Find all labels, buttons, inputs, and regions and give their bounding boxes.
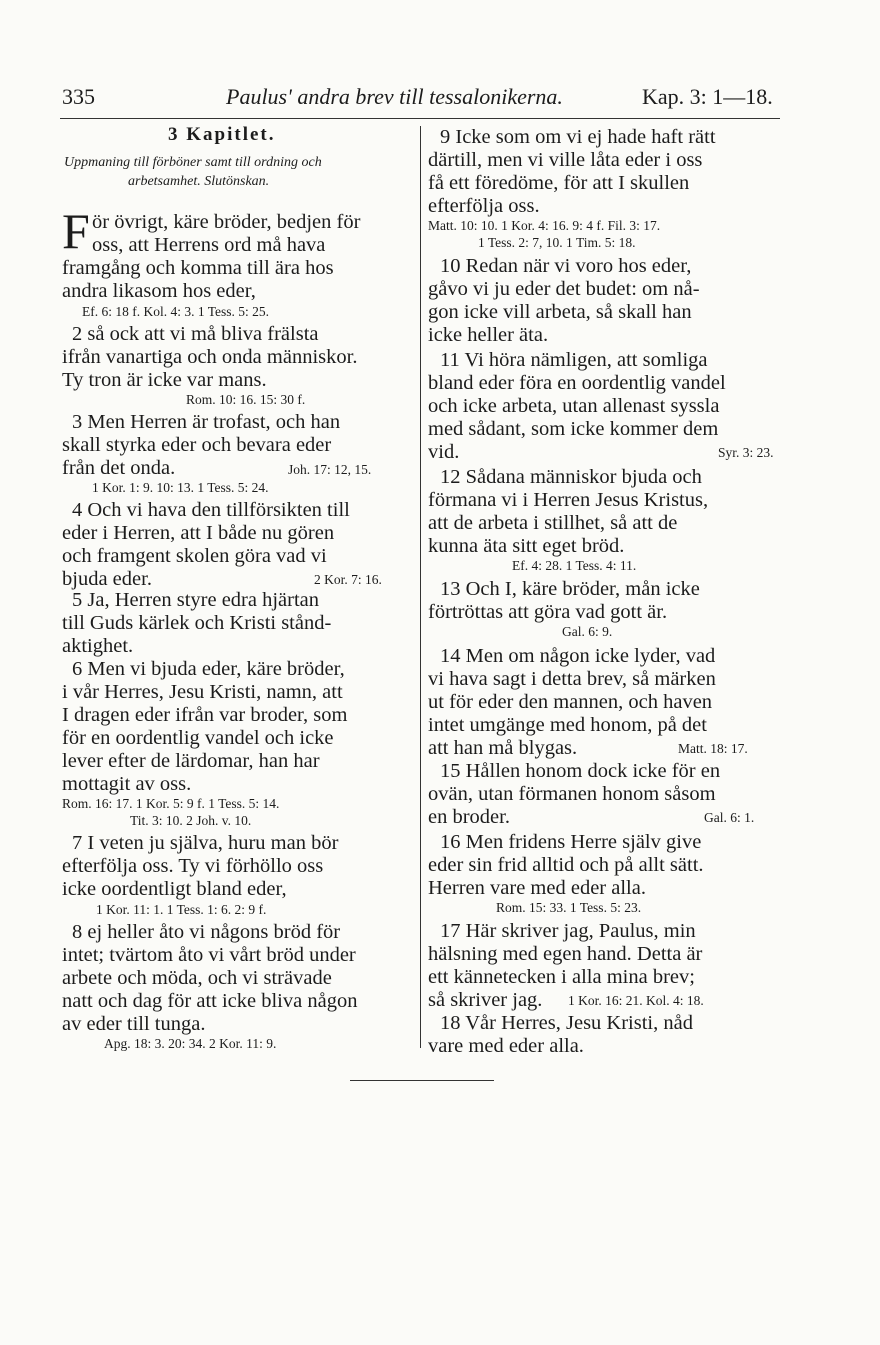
- text-line: eder i Herren, att I både nu gören: [62, 522, 335, 544]
- text-line: ett kännetecken i alla mina brev;: [428, 966, 695, 988]
- text-line: ovän, utan förmanen honom såsom: [428, 783, 716, 805]
- text-line: så skriver jag.: [428, 989, 543, 1011]
- text-line: till Guds kärlek och Kristi stånd-: [62, 612, 332, 634]
- text-line: Herren vare med eder alla.: [428, 877, 646, 899]
- cross-reference: Apg. 18: 3. 20: 34. 2 Kor. 11: 9.: [104, 1036, 277, 1051]
- cross-reference: 1 Kor. 11: 1. 1 Tess. 1: 6. 2: 9 f.: [96, 902, 267, 917]
- text-line: mottagit av oss.: [62, 773, 192, 795]
- text-line: I dragen eder ifrån var broder, som: [62, 704, 348, 726]
- text-line: att de arbeta i stillhet, så att de: [428, 512, 678, 534]
- text-line: icke heller äta.: [428, 324, 549, 346]
- text-line: framgång och komma till ära hos: [62, 257, 334, 279]
- text-line: intet; tvärtom åto vi vårt bröd under: [62, 944, 356, 966]
- verse-line: 13 Och I, käre bröder, mån icke: [440, 578, 700, 600]
- chapter-title: 3 Kapitlet.: [168, 124, 276, 145]
- text-line: ör övrigt, käre bröder, bedjen för: [92, 211, 361, 233]
- text-line: ifrån vanartiga och onda människor.: [62, 346, 358, 368]
- text-line: natt och dag för att icke bliva någon: [62, 990, 358, 1012]
- text-line: för en oordentlig vandel och icke: [62, 727, 334, 749]
- cross-reference: Gal. 6: 9.: [562, 624, 613, 639]
- verse-line: 15 Hållen honom dock icke för en: [440, 760, 721, 782]
- text-line: oss, att Herrens ord må hava: [92, 234, 326, 256]
- text-line: lever efter de lärdomar, han har: [62, 750, 320, 772]
- cross-reference: 1 Kor. 16: 21. Kol. 4: 18.: [568, 993, 704, 1008]
- cross-reference: Tit. 3: 10. 2 Joh. v. 10.: [130, 813, 252, 828]
- text-line: förtröttas att göra vad gott är.: [428, 601, 668, 623]
- cross-reference: Joh. 17: 12, 15.: [288, 462, 372, 477]
- text-line: ut för eder den mannen, och haven: [428, 691, 713, 713]
- verse-line: 16 Men fridens Herre själv give: [440, 831, 702, 853]
- cross-reference: Rom. 15: 33. 1 Tess. 5: 23.: [496, 900, 642, 915]
- text-line: arbete och möda, och vi strävade: [62, 967, 332, 989]
- text-line: Ty tron är icke var mans.: [62, 369, 267, 391]
- text-line: därtill, men vi ville låta eder i oss: [428, 149, 703, 171]
- text-line: eder sin frid alltid och på allt sätt.: [428, 854, 704, 876]
- verse-line: 5 Ja, Herren styre edra hjärtan: [72, 589, 320, 611]
- text-line: från det onda.: [62, 457, 176, 479]
- text-line: med sådant, som icke kommer dem: [428, 418, 719, 440]
- verse-line: 7 I veten ju själva, huru man bör: [72, 832, 339, 854]
- cross-reference: 1 Kor. 1: 9. 10: 13. 1 Tess. 5: 24.: [92, 480, 269, 495]
- text-line: gåvo vi ju eder det budet: om nå-: [428, 278, 700, 300]
- drop-cap: F: [62, 203, 90, 259]
- text-line: vid.: [428, 441, 460, 463]
- text-line: av eder till tunga.: [62, 1013, 206, 1035]
- column-divider: [420, 126, 421, 1048]
- text-line: och icke arbeta, utan allenast syssla: [428, 395, 720, 417]
- verse-line: 12 Sådana människor bjuda och: [440, 466, 702, 488]
- cross-reference: 1 Tess. 2: 7, 10. 1 Tim. 5: 18.: [478, 235, 636, 250]
- text-line: i vår Herres, Jesu Kristi, namn, att: [62, 681, 343, 703]
- text-line: icke oordentligt bland eder,: [62, 878, 287, 900]
- closing-rule: [350, 1080, 494, 1081]
- cross-reference: Rom. 10: 16. 15: 30 f.: [186, 392, 306, 407]
- verse-line: 2 så ock att vi må bliva frälsta: [72, 323, 319, 345]
- cross-reference: Matt. 10: 10. 1 Kor. 4: 16. 9: 4 f. Fil. 3: 17.: [428, 218, 661, 233]
- text-line: andra likasom hos eder,: [62, 280, 256, 302]
- text-line: bjuda eder.: [62, 568, 152, 590]
- text-line: förmana vi i Herren Jesus Kristus,: [428, 489, 709, 511]
- cross-reference: Syr. 3: 23.: [718, 445, 774, 460]
- header-rule: [60, 118, 780, 119]
- text-line: kunna äta sitt eget bröd.: [428, 535, 625, 557]
- cross-reference: Ef. 6: 18 f. Kol. 4: 3. 1 Tess. 5: 25.: [82, 304, 270, 319]
- chapter-subtitle: arbetsamhet. Slutönskan.: [128, 174, 270, 189]
- text-line: och framgent skolen göra vad vi: [62, 545, 327, 567]
- verse-line: 9 Icke som om vi ej hade haft rätt: [440, 126, 716, 148]
- verse-line: 3 Men Herren är trofast, och han: [72, 411, 341, 433]
- cross-reference: 2 Kor. 7: 16.: [314, 572, 382, 587]
- cross-reference: Gal. 6: 1.: [704, 810, 755, 825]
- text-line: skall styrka eder och bevara eder: [62, 434, 332, 456]
- verse-line: 10 Redan när vi voro hos eder,: [440, 255, 692, 277]
- cross-reference: Rom. 16: 17. 1 Kor. 5: 9 f. 1 Tess. 5: 14.: [62, 796, 280, 811]
- verse-line: 14 Men om någon icke lyder, vad: [440, 645, 716, 667]
- chapter-reference: Kap. 3: 1—18.: [642, 84, 773, 109]
- text-line: vi hava sagt i detta brev, så märken: [428, 668, 716, 690]
- text-line: få ett föredöme, för att I skullen: [428, 172, 690, 194]
- text-line: gon icke vill arbeta, så skall han: [428, 301, 692, 323]
- text-line: hälsning med egen hand. Detta är: [428, 943, 703, 965]
- chapter-subtitle: Uppmaning till förböner samt till ordning och: [64, 155, 322, 170]
- verse-line: 17 Här skriver jag, Paulus, min: [440, 920, 696, 942]
- cross-reference: Matt. 18: 17.: [678, 741, 748, 756]
- text-line: bland eder föra en oordentlig vandel: [428, 372, 726, 394]
- text-line: att han må blygas.: [428, 737, 578, 759]
- text-line: vare med eder alla.: [428, 1035, 584, 1057]
- text-line: en broder.: [428, 806, 510, 828]
- running-title: Paulus' andra brev till tessalonikerna.: [226, 84, 563, 109]
- verse-line: 11 Vi höra nämligen, att somliga: [440, 349, 708, 371]
- text-line: efterfölja oss. Ty vi förhöllo oss: [62, 855, 324, 877]
- verse-line: 4 Och vi hava den tillförsikten till: [72, 499, 350, 521]
- verse-line: 18 Vår Herres, Jesu Kristi, nåd: [440, 1012, 693, 1034]
- cross-reference: Ef. 4: 28. 1 Tess. 4: 11.: [512, 558, 637, 573]
- verse-line: 8 ej heller åto vi någons bröd för: [72, 921, 341, 943]
- page-number: 335: [62, 84, 95, 109]
- text-line: intet umgänge med honom, på det: [428, 714, 707, 736]
- verse-line: 6 Men vi bjuda eder, käre bröder,: [72, 658, 345, 680]
- text-line: efterfölja oss.: [428, 195, 540, 217]
- text-line: aktighet.: [62, 635, 134, 657]
